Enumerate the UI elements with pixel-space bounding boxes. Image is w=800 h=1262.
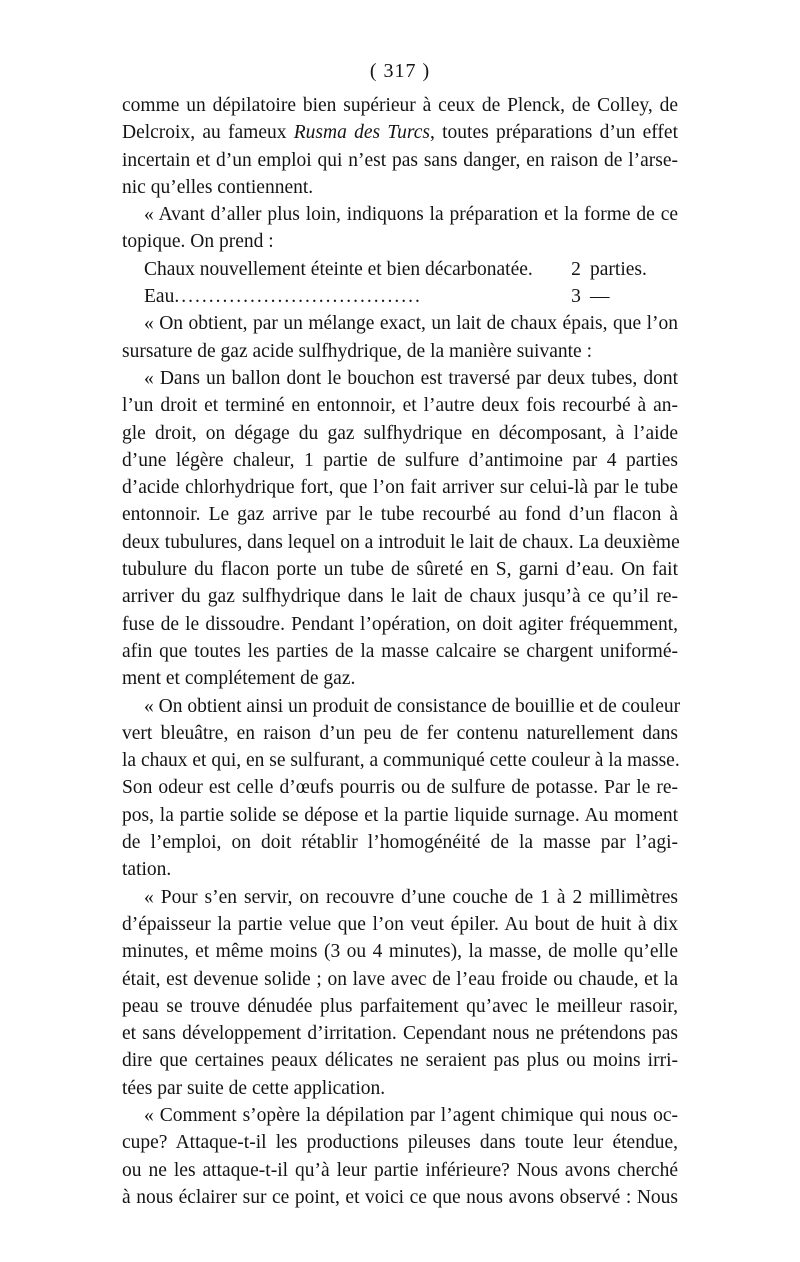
- text-line: [122, 420, 678, 447]
- text-run: « Comment s’opère la dépilation par l’agent chimique qui nous oc-: [144, 1104, 678, 1126]
- text-run: ou ne les attaque-t-il qu’à leur partie inférieure? Nous avons cherché: [122, 1159, 678, 1181]
- text-run: tées par suite de cette application.: [122, 1077, 386, 1099]
- text-line: [122, 774, 678, 801]
- text-run: peau se trouve dénudée plus parfaitement qu’avec le meilleur rasoir,: [122, 995, 678, 1017]
- text-section-intro: [122, 92, 678, 256]
- text-line: [122, 911, 678, 938]
- text-run: , toutes préparations d’un effet: [430, 122, 678, 144]
- text-run: et sans développement d’irritation. Cependant nous ne prétendons pas: [122, 1023, 678, 1045]
- text-line: [122, 938, 678, 965]
- text-run: afin que toutes les parties de la masse calcaire se chargent uniformé-: [122, 640, 678, 662]
- text-line: [122, 856, 678, 883]
- text-run: d’acide chlorhydrique fort, que l’on fait arriver sur celui-là par le tube: [122, 477, 678, 499]
- text-line: [122, 1047, 678, 1074]
- text-run: entonnoir. Le gaz arrive par le tube recourbé au fond d’un flacon à: [122, 504, 678, 526]
- text-run: arriver du gaz sulfhydrique dans le lait de chaux jusqu’à ce qu’il re-: [122, 586, 678, 608]
- text-line: [122, 747, 678, 774]
- text-line: [122, 310, 678, 337]
- text-line: [122, 1129, 678, 1156]
- text-line: [122, 966, 678, 993]
- text-run: était, est devenue solide ; on lave avec de l’eau froide ou chaude, et la: [122, 968, 678, 990]
- text-line: [122, 829, 678, 856]
- text-line: [122, 365, 678, 392]
- text-line: [122, 556, 678, 583]
- text-run: nic qu’elles contiennent.: [122, 176, 314, 198]
- recipe-ingredient: Eau: [144, 286, 175, 308]
- recipe-ingredient: Chaux nouvellement éteinte et bien décarbonatée.: [144, 258, 533, 280]
- text-run: « Avant d’aller plus loin, indiquons la préparation et la forme de ce: [144, 204, 678, 226]
- text-run: « Dans un ballon dont le bouchon est traversé par deux tubes, dont: [144, 367, 678, 389]
- page-number: ( 317 ): [369, 60, 431, 82]
- text-run: l’un droit et terminé en entonnoir, et l’autre deux fois recourbé à an-: [122, 395, 678, 417]
- text-run: à nous éclairer sur ce point, et voici ce que nous avons observé : Nous: [122, 1186, 678, 1208]
- recipe-unit: —: [590, 286, 610, 308]
- recipe-unit: parties.: [590, 258, 647, 280]
- text-run: fuse de le dissoudre. Pendant l’opération, on doit agiter fréquemment,: [122, 613, 678, 635]
- text-line: [122, 993, 678, 1020]
- text-line: [122, 1020, 678, 1047]
- text-run: d’épaisseur la partie velue que l’on veut épiler. Au bout de huit à dix: [122, 913, 678, 935]
- italic-title: Rusma des Turcs: [293, 122, 430, 144]
- text-run: sursature de gaz acide sulfhydrique, de la manière suivante :: [122, 340, 592, 362]
- text-run: topique. On prend :: [122, 231, 274, 253]
- dot-leader: ....................................: [174, 286, 422, 308]
- text-line: [122, 474, 678, 501]
- text-line: [122, 884, 678, 911]
- text-run: gle droit, on dégage du gaz sulfhydrique en décomposant, à l’aide: [122, 422, 678, 444]
- text-line: [122, 92, 678, 119]
- recipe-quantity: 2: [571, 258, 581, 280]
- text-section-method: [122, 310, 681, 1211]
- text-line: [122, 201, 678, 228]
- text-line: [122, 529, 678, 556]
- recipe-row: [122, 283, 678, 310]
- text-run: ment et complétement de gaz.: [122, 668, 356, 690]
- text-line: [122, 501, 678, 528]
- text-run: « On obtient, par un mélange exact, un lait de chaux épais, que l’on: [144, 313, 678, 335]
- text-run: Delcroix, au fameux: [122, 122, 294, 144]
- text-run: de l’emploi, on doit rétablir l’homogénéité de la masse par l’agi-: [122, 832, 678, 854]
- dot-leader: [533, 256, 562, 283]
- text-run: dire que certaines peaux délicates ne seraient pas plus ou moins irri-: [122, 1050, 678, 1072]
- text-line: [122, 1157, 678, 1184]
- recipe-row: [122, 256, 678, 283]
- text-line: [122, 802, 678, 829]
- text-run: deux tubulures, dans lequel on a introduit le lait de chaux. La deuxième: [122, 531, 680, 553]
- text-run: cupe? Attaque-t-il les productions pileuses dans toute leur étendue,: [122, 1132, 678, 1154]
- text-line: [122, 147, 678, 174]
- text-line: [122, 338, 678, 365]
- text-line: [122, 638, 678, 665]
- recipe-quantity: 3: [571, 286, 581, 308]
- text-run: la chaux et qui, en se sulfurant, a communiqué cette couleur à la masse.: [122, 750, 680, 772]
- text-line: [122, 1102, 678, 1129]
- text-run: tation.: [122, 859, 172, 881]
- text-run: incertain et d’un emploi qui n’est pas sans danger, en raison de l’arse-: [122, 149, 678, 171]
- text-run: tubulure du flacon porte un tube de sûreté en S, garni d’eau. On fait: [122, 559, 678, 581]
- text-line: [122, 119, 678, 146]
- text-line: [122, 1184, 678, 1211]
- recipe-table: [122, 256, 678, 311]
- text-run: Son odeur est celle d’œufs pourris ou de sulfure de potasse. Par le re-: [122, 777, 678, 799]
- text-line: [122, 583, 678, 610]
- text-run: comme un dépilatoire bien supérieur à ceux de Plenck, de Colley, de: [122, 95, 678, 116]
- text-line: [122, 174, 678, 201]
- text-run: « On obtient ainsi un produit de consistance de bouillie et de couleur: [144, 695, 681, 717]
- text-line: [122, 392, 678, 419]
- text-run: minutes, et même moins (3 ou 4 minutes), la masse, de molle qu’elle: [122, 941, 678, 963]
- text-run: vert bleuâtre, en raison d’un peu de fer contenu naturellement dans: [122, 722, 678, 744]
- text-line: [122, 665, 678, 692]
- text-run: d’une légère chaleur, 1 partie de sulfure d’antimoine par 4 parties: [122, 449, 678, 471]
- text-line: [122, 611, 678, 638]
- text-line: [122, 693, 681, 720]
- text-line: [122, 720, 678, 747]
- text-line: [122, 447, 678, 474]
- text-line: [122, 228, 678, 255]
- text-run: « Pour s’en servir, on recouvre d’une couche de 1 à 2 millimètres: [144, 886, 678, 908]
- body-text: [122, 92, 681, 1211]
- text-line: [122, 1075, 678, 1102]
- text-run: pos, la partie solide se dépose et la partie liquide surnage. Au moment: [122, 804, 678, 826]
